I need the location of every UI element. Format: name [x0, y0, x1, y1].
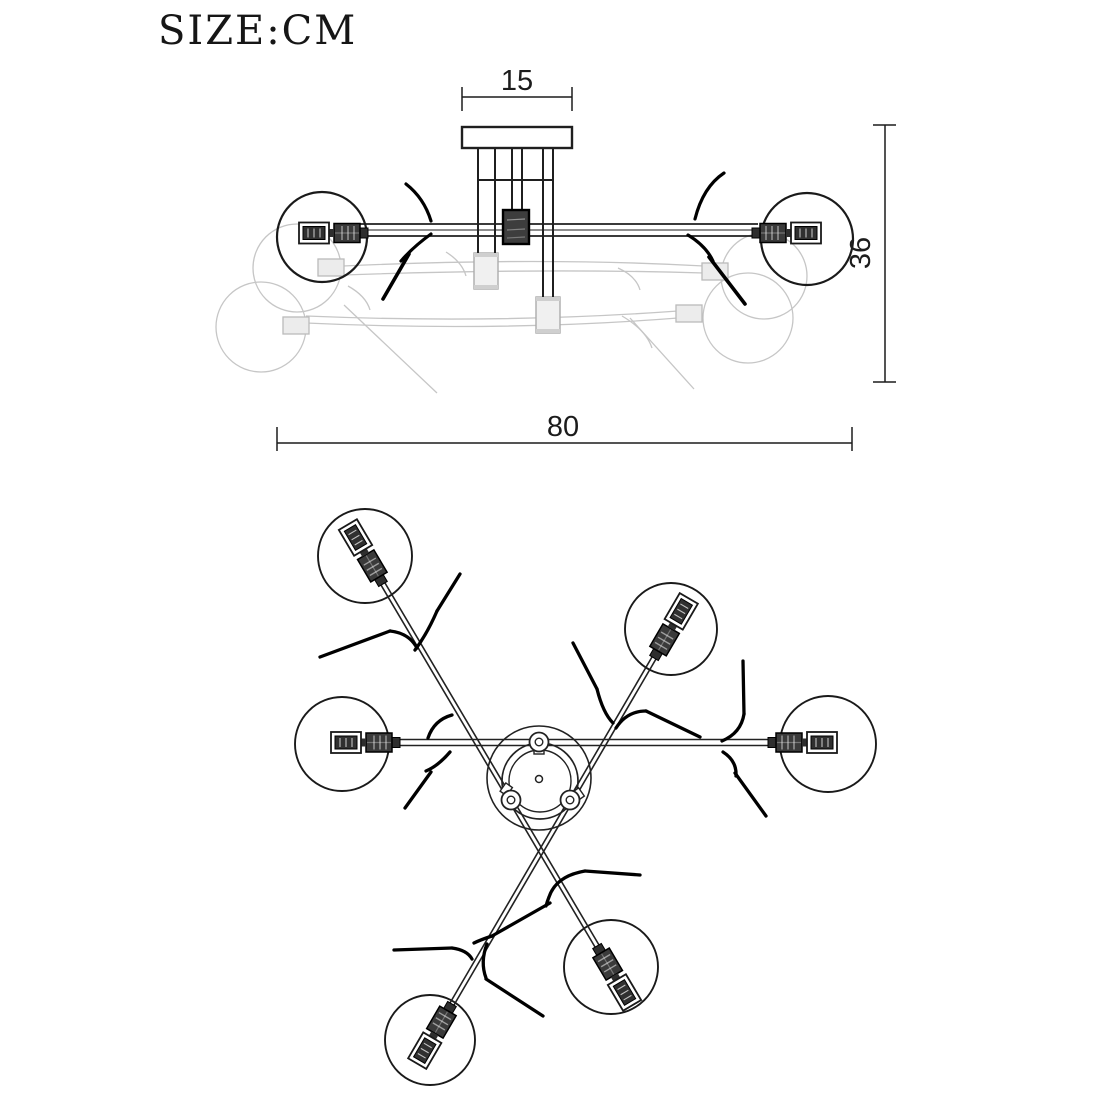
dim-15-label: 15	[500, 65, 534, 97]
bulb-socket	[752, 223, 821, 244]
ghost-arms	[216, 224, 807, 393]
bulb-socket	[408, 999, 461, 1069]
bulb-socket	[588, 941, 641, 1011]
bulb-socket	[299, 223, 368, 244]
hub-center-hole	[536, 776, 543, 783]
bulb-socket	[768, 732, 837, 753]
dim-36-label: 36	[845, 236, 877, 270]
dim-80-label: 80	[546, 411, 580, 443]
ghost-socket	[676, 305, 702, 322]
tendril-decorations-side	[383, 173, 745, 304]
side-arm	[356, 224, 758, 236]
center-connector-box	[503, 210, 529, 244]
bulb-socket	[339, 519, 392, 589]
ghost-socket	[318, 259, 344, 276]
size-unit-label: SIZE:CM	[158, 8, 358, 54]
side-elevation-view	[216, 65, 896, 451]
ghost-connector-boxes	[474, 253, 560, 333]
ceiling-canopy	[462, 127, 572, 148]
plan-view	[295, 509, 876, 1085]
ghost-socket	[283, 317, 309, 334]
ghost-globe	[703, 273, 793, 363]
bulb-socket	[645, 593, 698, 663]
bulb-socket	[331, 732, 400, 753]
